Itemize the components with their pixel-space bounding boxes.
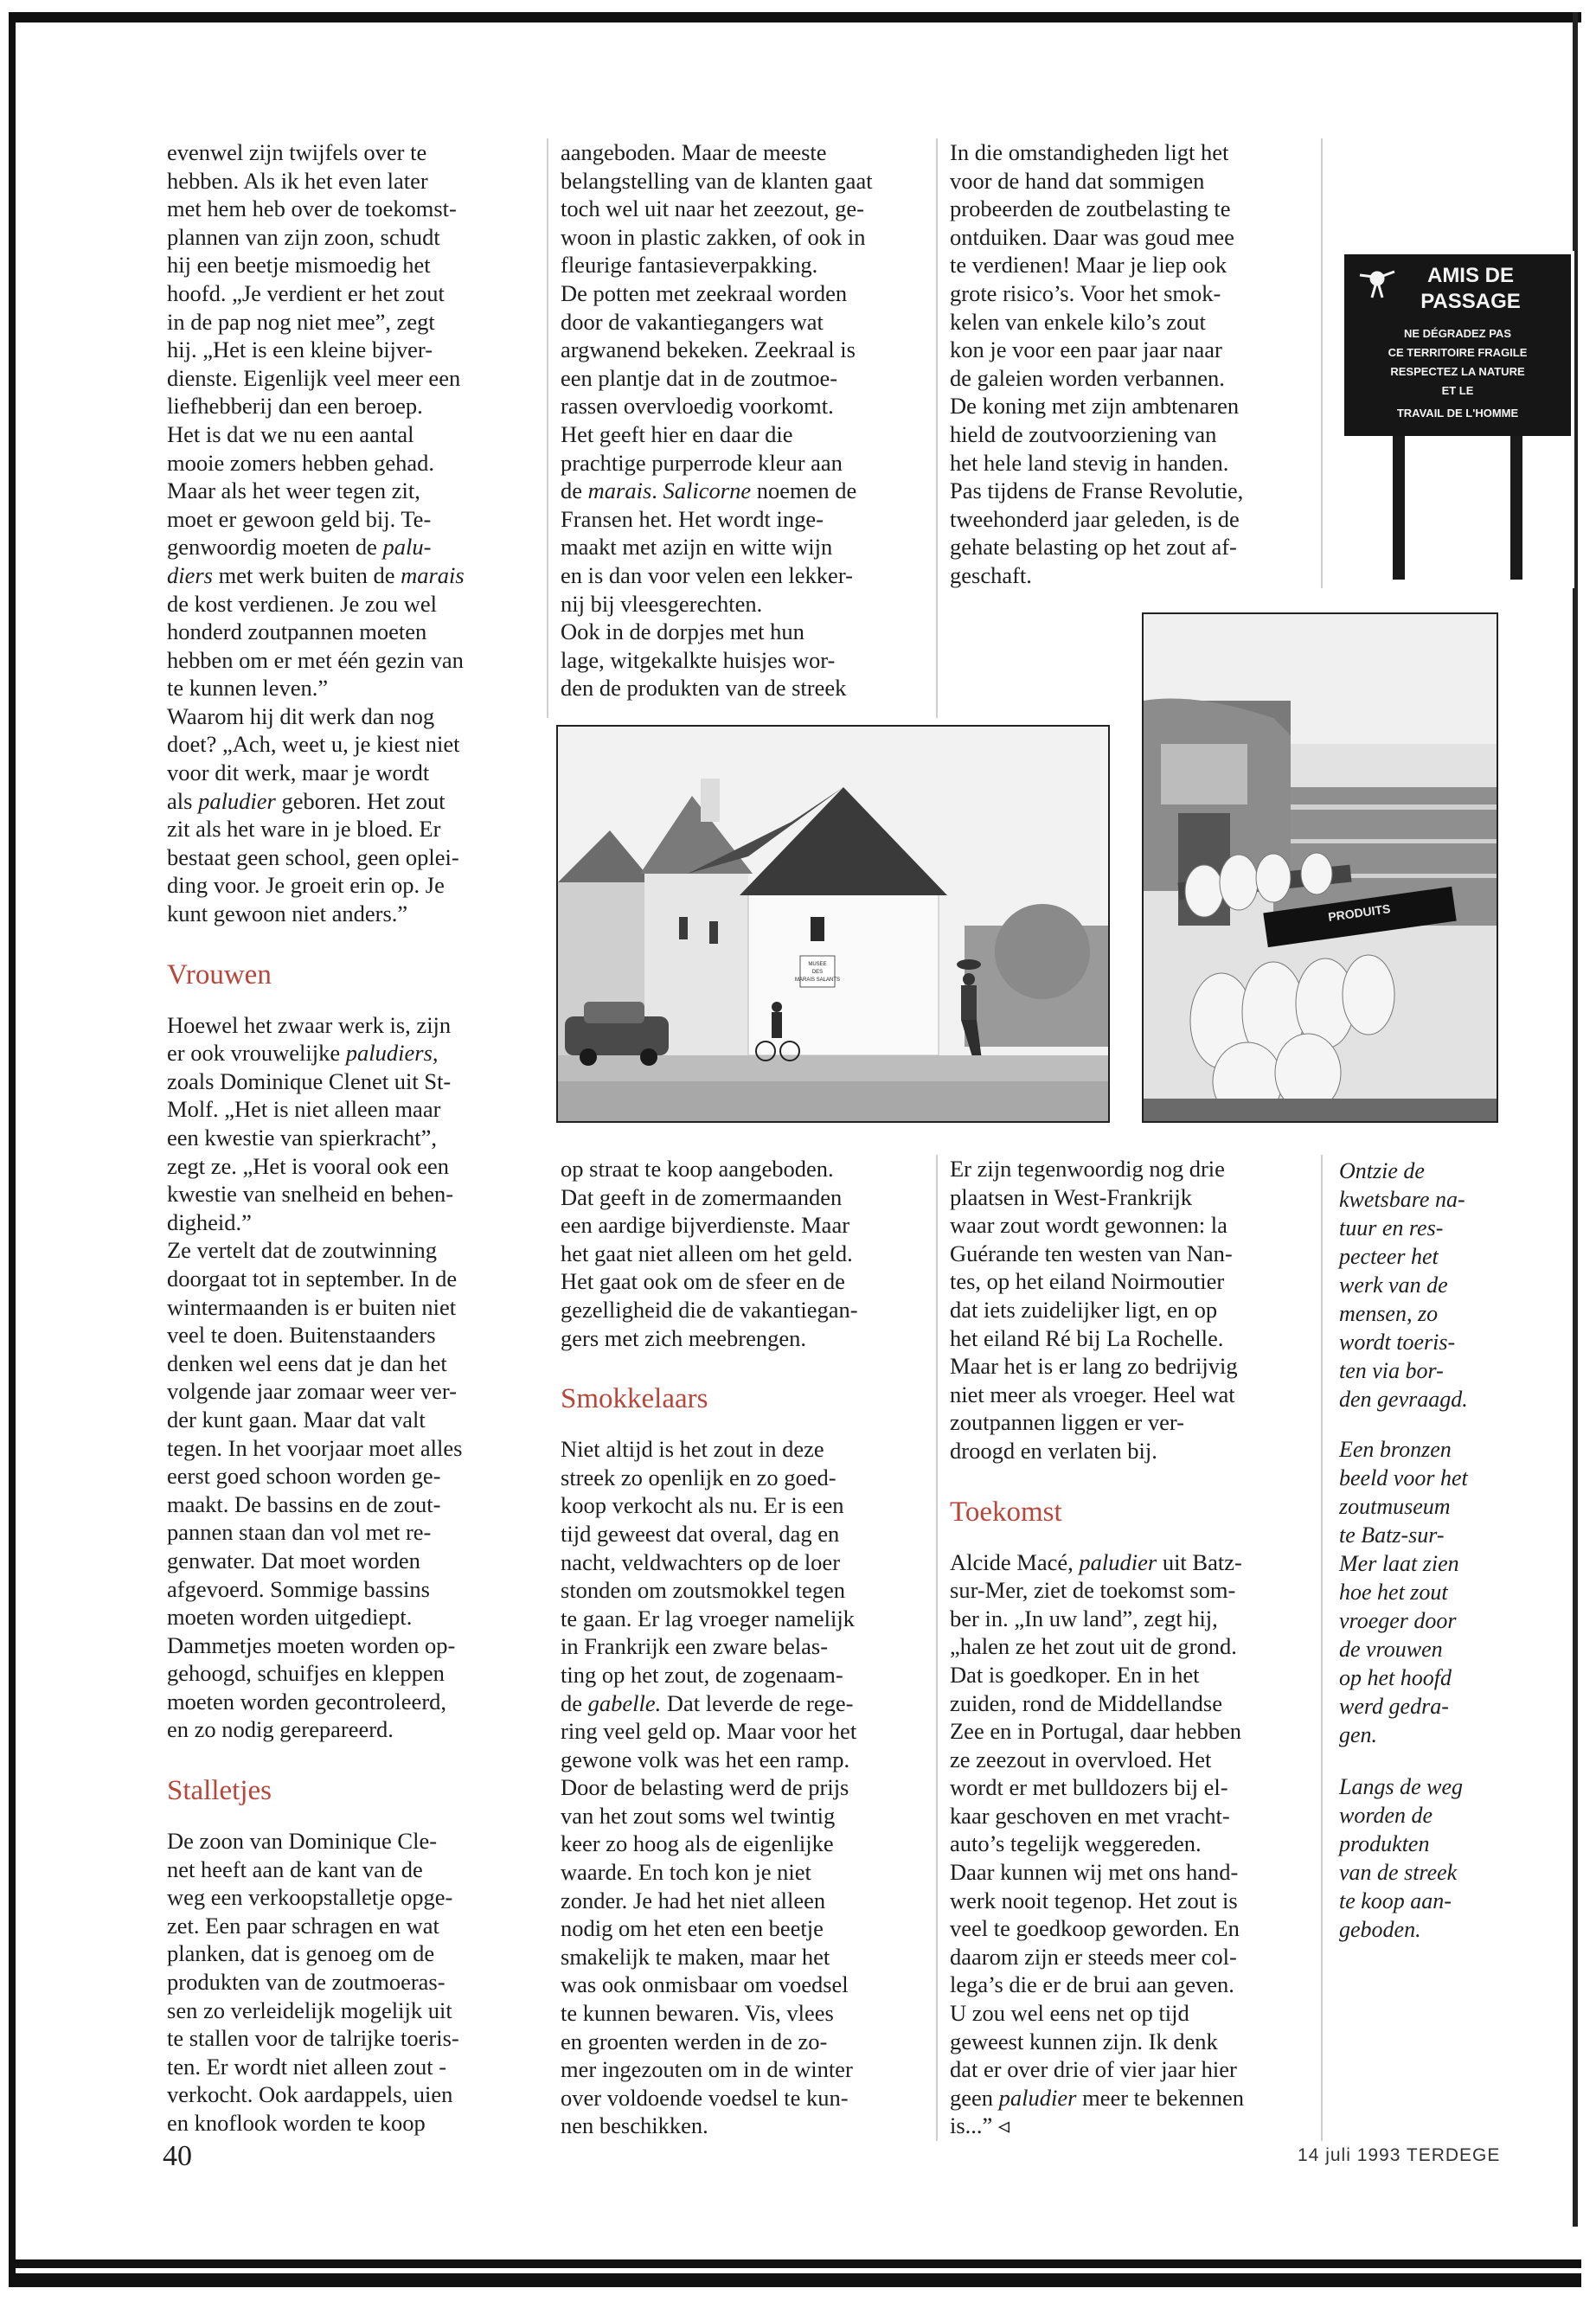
page-frame-bottom: [9, 2259, 1581, 2268]
text-line: probeerden de zoutbelasting te: [950, 195, 1231, 222]
text-line: waar zout wordt gewonnen: la: [950, 1212, 1227, 1239]
caption-line: kwetsbare na-: [1339, 1187, 1465, 1212]
text-line: Maar als het weer tegen zit,: [167, 478, 420, 504]
text-line: geweest kunnen zijn. Ik denk: [950, 2028, 1218, 2054]
text-line: planken, dat is genoeg om de: [167, 1940, 435, 1967]
caption-line: Mer laat zien: [1339, 1551, 1459, 1576]
text-line: een plantje dat in de zoutmoe-: [561, 364, 838, 391]
text-line: tweehonderd jaar geleden, is de: [950, 505, 1240, 532]
text-line: honderd zoutpannen moeten: [167, 619, 427, 645]
caption-line: Een bronzen: [1339, 1437, 1452, 1462]
text-line: in de pap nog niet mee”, zegt: [167, 308, 435, 335]
text-line: streek zo openlijk en zo goed-: [561, 1464, 836, 1490]
column-rule-4: [1321, 138, 1323, 588]
caption-line: werd gedra-: [1339, 1694, 1449, 1719]
text-line: de galeien worden verbannen.: [950, 364, 1225, 391]
text-line: gehate belasting op het zout af-: [950, 534, 1237, 561]
stall-banner-text: PRODUITS: [1327, 901, 1392, 925]
text-line: Zee en in Portugal, daar hebben: [950, 1718, 1242, 1745]
text-line: aangeboden. Maar de meeste: [561, 139, 827, 165]
text-line: Molf. „Het is niet alleen maar: [167, 1096, 441, 1123]
text-line: nen beschikken.: [561, 2112, 708, 2139]
text-line: maakt met azijn en witte wijn: [561, 534, 833, 561]
caption-line: wordt toeris-: [1339, 1330, 1456, 1355]
text-line: Het gaat ook om de sfeer en de: [561, 1268, 845, 1295]
caption-line: beeld voor het: [1339, 1465, 1468, 1490]
text-line: zuiden, rond de Middellandse: [950, 1689, 1222, 1716]
text-line: digheid.”: [167, 1208, 252, 1235]
page-frame-bottom-band: [9, 2273, 1581, 2287]
text-line: In die omstandigheden ligt het: [950, 139, 1229, 165]
text-line: gehoogd, schuifjes en kleppen: [167, 1660, 445, 1687]
text-line: Fransen het. Het wordt inge-: [561, 505, 824, 532]
text-line: smakelijk te maken, maar het: [561, 1943, 830, 1970]
text-line: volgende jaar zomaar weer ver-: [167, 1378, 457, 1405]
text-line: ting op het zout, de zogenaam-: [561, 1661, 843, 1688]
column-2-bottom: [561, 1155, 924, 2140]
text-line: toch wel uit naar het zeezout, ge-: [561, 195, 864, 222]
caption-stall: [1339, 1772, 1512, 1944]
text-line: is...” ◃: [950, 2112, 1010, 2139]
caption-line: pecteer het: [1339, 1244, 1439, 1269]
text-line: pannen staan dan vol met re-: [167, 1519, 432, 1546]
text-line: als paludier geboren. Het zout: [167, 787, 445, 814]
text-line: kon je voor een paar jaar naar: [950, 336, 1222, 363]
text-line: sen zo verleidelijk mogelijk uit: [167, 1997, 452, 2023]
text-line: Daar kunnen wij met ons hand-: [950, 1859, 1239, 1886]
caption-line: werk van de: [1339, 1272, 1448, 1298]
page-frame-left: [9, 12, 16, 2279]
caption-line: Langs de weg: [1339, 1774, 1463, 1799]
issue-date-footer: 14 juli 1993 TERDEGE: [1298, 2145, 1501, 2165]
sign-photo: [1341, 251, 1574, 588]
column-2-top: [561, 138, 924, 702]
text-line: stonden om zoutsmokkel tegen: [561, 1577, 845, 1604]
col1-intro-text: [167, 138, 530, 928]
sign-line-2: CE TERRITOIRE FRAGILE: [1388, 346, 1528, 359]
text-line: moeten worden gecontroleerd,: [167, 1688, 447, 1715]
heading-smokkelaars: Smokkelaars: [561, 1383, 708, 1415]
text-line: over voldoende voedsel te kun-: [561, 2084, 849, 2111]
text-line: woon in plastic zakken, of ook in: [561, 223, 866, 250]
sign-title-2: PASSAGE: [1420, 290, 1521, 313]
text-line: De koning met zijn ambtenaren: [950, 393, 1240, 420]
text-line: genwater. Dat moet worden: [167, 1547, 420, 1574]
caption-line: geboden.: [1339, 1917, 1421, 1942]
smokkelaars-text: [561, 1435, 924, 2140]
text-line: liefhebberij dan een beroep.: [167, 393, 423, 420]
sign-line-4: ET LE: [1441, 384, 1474, 397]
caption-line: produkten: [1339, 1831, 1430, 1856]
text-line: verkocht. Ook aardappels, uien: [167, 2081, 453, 2108]
text-line: mer ingezouten om in de winter: [561, 2056, 853, 2083]
text-line: argwanend bekeken. Zeekraal is: [561, 336, 856, 363]
text-line: gezelligheid die de vakantiegan-: [561, 1296, 858, 1323]
text-line: De potten met zeekraal worden: [561, 279, 848, 306]
roadside-stall-photo: [1142, 612, 1498, 1123]
text-line: en groenten werden in de zo-: [561, 2028, 828, 2054]
text-line: lega’s die er de brui aan geven.: [950, 1971, 1234, 1998]
text-line: moeten worden uitgediept.: [167, 1604, 413, 1631]
text-line: moet er gewoon geld bij. Te-: [167, 505, 432, 532]
text-line: doorgaat tot in september. In de: [167, 1265, 458, 1292]
text-line: er ook vrouwelijke paludiers,: [167, 1040, 439, 1067]
sign-line-1: NE DÉGRADEZ PAS: [1404, 327, 1511, 340]
text-line: ding voor. Je groeit erin op. Je: [167, 872, 445, 899]
text-line: kaar geschoven en met vracht-: [950, 1802, 1230, 1829]
caption-sign: [1339, 1157, 1512, 1413]
museum-building-photo: [556, 725, 1110, 1123]
caption-line: mensen, zo: [1339, 1301, 1439, 1326]
text-line: kelen van enkele kilo’s zout: [950, 308, 1206, 335]
caption-line: van de streek: [1339, 1860, 1458, 1885]
text-line: fleurige fantasieverpakking.: [561, 252, 818, 279]
column-3-top: [950, 138, 1313, 590]
text-line: tijd geweest dat overal, dag en: [561, 1520, 840, 1547]
text-line: het eiland Ré bij La Rochelle.: [950, 1324, 1224, 1351]
col2-bottom-text: [561, 1155, 924, 1352]
text-line: der kunt gaan. Maar dat valt: [167, 1406, 426, 1433]
text-line: „halen ze het zout uit de grond.: [950, 1633, 1237, 1660]
text-line: Niet altijd is het zout in deze: [561, 1436, 824, 1463]
text-line: U zou wel eens net op tijd: [950, 2000, 1189, 2027]
museum-sign-line-3: MARAIS SALANTS: [794, 977, 841, 983]
text-line: zoutpannen liggen er ver-: [950, 1409, 1184, 1436]
text-line: evenwel zijn twijfels over te: [167, 139, 427, 165]
text-line: produkten van de zoutmoeras-: [167, 1969, 445, 1996]
text-line: tes, op het eiland Noirmoutier: [950, 1268, 1225, 1295]
text-line: met hem heb over de toekomst-: [167, 195, 457, 222]
text-line: zit als het ware in je bloed. Er: [167, 816, 441, 843]
caption-line: hoe het zout: [1339, 1580, 1448, 1605]
text-line: kwestie van snelheid en behen-: [167, 1181, 454, 1208]
text-line: in Frankrijk een zware belas-: [561, 1633, 829, 1660]
text-line: Het geeft hier en daar die: [561, 420, 793, 447]
text-line: het gaat niet alleen om het geld.: [561, 1240, 853, 1266]
text-line: door de vakantiegangers wat: [561, 308, 824, 335]
page-frame-top: [9, 12, 1581, 22]
caption-line: op het hoofd: [1339, 1665, 1452, 1690]
text-line: plannen van zijn zoon, schudt: [167, 223, 440, 250]
text-line: belangstelling van de klanten gaat: [561, 167, 873, 194]
caption-line: de vrouwen: [1339, 1637, 1443, 1662]
text-line: prachtige purperrode kleur aan: [561, 449, 843, 476]
text-line: de gabelle. Dat leverde de rege-: [561, 1689, 854, 1716]
text-line: droogd en verlaten bij.: [950, 1437, 1157, 1464]
caption-line: gen.: [1339, 1722, 1378, 1747]
text-line: rassen overvloedig voorkomt.: [561, 393, 834, 420]
text-line: te stallen voor de talrijke toeris-: [167, 2025, 459, 2052]
text-line: nij bij vleesgerechten.: [561, 590, 763, 617]
text-line: bestaat geen school, geen oplei-: [167, 843, 459, 870]
stalletjes-text: [167, 1827, 530, 2138]
text-line: te gaan. Er lag vroeger namelijk: [561, 1605, 855, 1631]
text-line: ontduiken. Daar was goud mee: [950, 223, 1234, 250]
text-line: hebben. Als ik het even later: [167, 167, 428, 194]
column-1: [167, 138, 530, 2138]
text-line: wordt er met bulldozers bij el-: [950, 1774, 1228, 1801]
text-line: werk nooit tegenop. Het zout is: [950, 1887, 1238, 1913]
text-line: dat er over drie of vier jaar hier: [950, 2056, 1237, 2083]
text-line: ber in. „In uw land”, zegt hij,: [950, 1605, 1218, 1631]
column-rule-2: [936, 138, 938, 718]
column-rule-3: [936, 1155, 938, 2141]
page-number: 40: [163, 2140, 192, 2172]
text-line: zegt ze. „Het is vooral ook een: [167, 1152, 449, 1179]
text-line: De zoon van Dominique Cle-: [167, 1828, 438, 1855]
heading-vrouwen: Vrouwen: [167, 958, 272, 990]
text-line: denken wel eens dat je dan het: [167, 1349, 447, 1376]
text-line: te verdienen! Maar je liep ook: [950, 252, 1227, 279]
text-line: mooie zomers hebben gehad.: [167, 449, 435, 476]
text-line: nacht, veldwachters op de loer: [561, 1548, 841, 1575]
text-line: en zo nodig gerepareerd.: [167, 1716, 394, 1743]
caption-statue: [1339, 1435, 1512, 1749]
text-line: een aardige bijverdienste. Maar: [561, 1212, 850, 1239]
text-line: auto’s tegelijk weggereden.: [950, 1830, 1202, 1857]
text-line: kunt gewoon niet anders.”: [167, 901, 408, 927]
text-line: diers met werk buiten de marais: [167, 561, 465, 588]
text-line: plaatsen in West-Frankrijk: [950, 1183, 1192, 1210]
text-line: gers met zich meebrengen.: [561, 1324, 807, 1351]
caption-line: zoutmuseum: [1339, 1494, 1451, 1519]
text-line: zet. Een paar schragen en wat: [167, 1912, 439, 1939]
text-line: Hoewel het zwaar werk is, zijn: [167, 1011, 452, 1038]
text-line: veel te doen. Buitenstaanders: [167, 1322, 436, 1349]
text-line: wintermaanden is er buiten niet: [167, 1293, 457, 1320]
text-line: Dammetjes moeten worden op-: [167, 1631, 456, 1658]
text-line: de kost verdienen. Je zou wel: [167, 590, 438, 617]
text-line: gewone volk was het een ramp.: [561, 1746, 850, 1772]
text-line: waarde. En toch kon je niet: [561, 1859, 811, 1886]
toekomst-text: [950, 1548, 1313, 2140]
col3-bottom-text: [950, 1155, 1313, 1465]
text-line: koop verkocht als nu. Er is een: [561, 1492, 844, 1519]
text-line: doet? „Ach, weet u, je kiest niet: [167, 731, 460, 758]
sign-title-1: AMIS DE: [1426, 264, 1515, 287]
text-line: hield de zoutvoorziening van: [950, 420, 1217, 447]
text-line: afgevoerd. Sommige bassins: [167, 1575, 430, 1602]
text-line: ze zeezout in overvloed. Het: [950, 1746, 1212, 1772]
text-line: Alcide Macé, paludier uit Batz-: [950, 1548, 1242, 1575]
caption-line: vroeger door: [1339, 1608, 1457, 1633]
text-line: was ook onmisbaar om voedsel: [561, 1971, 849, 1998]
text-line: Er zijn tegenwoordig nog drie: [950, 1156, 1225, 1182]
text-line: hebben om er met één gezin van: [167, 646, 464, 673]
vrouwen-text: [167, 1011, 530, 1744]
text-line: Guérande ten westen van Nan-: [950, 1240, 1233, 1266]
column-3-bottom: [950, 1155, 1313, 2140]
text-line: dienste. Eigenlijk veel meer een: [167, 364, 461, 391]
caption-line: te Batz-sur-: [1339, 1522, 1445, 1548]
text-line: lage, witgekalkte huisjes wor-: [561, 646, 836, 673]
text-line: de marais. Salicorne noemen de: [561, 478, 857, 504]
text-line: geen paludier meer te bekennen: [950, 2084, 1244, 2111]
text-line: hij. „Het is een kleine bijver-: [167, 336, 433, 363]
text-line: Pas tijdens de Franse Revolutie,: [950, 478, 1244, 504]
text-line: van het zout soms wel twintig: [561, 1802, 836, 1829]
text-line: keer zo hoog als de eigenlijke: [561, 1830, 834, 1857]
text-line: Door de belasting werd de prijs: [561, 1774, 849, 1801]
text-line: niet meer als vroeger. Heel wat: [950, 1381, 1235, 1407]
sign-line-3: RESPECTEZ LA NATURE: [1390, 365, 1525, 378]
museum-sign-line-2: DES: [811, 970, 824, 975]
caption-line: den gevraagd.: [1339, 1387, 1468, 1412]
text-line: maakt. De bassins en de zout-: [167, 1490, 441, 1517]
museum-sign-line-1: MUSEE: [808, 962, 827, 967]
text-line: den de produkten van de streek: [561, 675, 847, 702]
text-line: dat iets zuidelijker ligt, en op: [950, 1296, 1218, 1323]
text-line: ten. Er wordt niet alleen zout -: [167, 2053, 447, 2080]
text-line: eerst goed schoon worden ge-: [167, 1463, 441, 1490]
text-line: sur-Mer, ziet de toekomst som-: [950, 1577, 1236, 1604]
text-line: te kunnen leven.”: [167, 675, 329, 702]
column-rule-5: [1321, 1155, 1323, 2141]
text-line: weg een verkoopstalletje opge-: [167, 1884, 453, 1911]
text-line: voor dit werk, maar je wordt: [167, 760, 430, 786]
text-line: ring veel geld op. Maar voor het: [561, 1718, 857, 1745]
text-line: zoals Dominique Clenet uit St-: [167, 1067, 452, 1094]
text-line: zonder. Je had het niet alleen: [561, 1887, 826, 1913]
sign-graphic: [1341, 251, 1574, 588]
text-line: Dat is goedkoper. En in het: [950, 1661, 1200, 1688]
text-line: Ze vertelt dat de zoutwinning: [167, 1237, 438, 1264]
column-rule-1: [547, 138, 548, 718]
caption-line: ten via bor-: [1339, 1358, 1444, 1383]
text-line: voor de hand dat sommigen: [950, 167, 1205, 194]
text-line: grote risico’s. Voor het smok-: [950, 279, 1221, 306]
text-line: net heeft aan de kant van de: [167, 1856, 423, 1882]
caption-line: tuur en res-: [1339, 1215, 1444, 1240]
text-line: hoofd. „Je verdient er het zout: [167, 279, 445, 306]
text-line: daarom zijn er steeds meer col-: [950, 1943, 1237, 1970]
heading-stalletjes: Stalletjes: [167, 1775, 272, 1807]
text-line: en is dan voor velen een lekker-: [561, 561, 853, 588]
text-line: hij een beetje mismoedig het: [167, 252, 431, 279]
text-line: en knoflook worden te koop: [167, 2110, 426, 2136]
text-line: genwoordig moeten de palu-: [167, 534, 432, 561]
caption-line: Ontzie de: [1339, 1158, 1425, 1183]
text-line: op straat te koop aangeboden.: [561, 1156, 834, 1182]
text-line: geschaft.: [950, 561, 1032, 588]
text-line: te kunnen bewaren. Vis, vlees: [561, 2000, 834, 2027]
text-line: tegen. In het voorjaar moet alles: [167, 1434, 463, 1461]
text-line: veel te goedkoop geworden. En: [950, 1915, 1240, 1942]
text-line: Maar het is er lang zo bedrijvig: [950, 1353, 1238, 1380]
heading-toekomst: Toekomst: [950, 1496, 1062, 1528]
text-line: het hele land stevig in handen.: [950, 449, 1229, 476]
text-line: Het is dat we nu een aantal: [167, 420, 414, 447]
sign-line-5: TRAVAIL DE L'HOMME: [1396, 407, 1519, 420]
text-line: Waarom hij dit werk dan nog: [167, 702, 435, 729]
text-line: Dat geeft in de zomermaanden: [561, 1183, 843, 1210]
text-line: Ook in de dorpjes met hun: [561, 619, 804, 645]
text-line: nodig om het eten een beetje: [561, 1915, 824, 1942]
text-line: een kwestie van spierkracht”,: [167, 1125, 437, 1150]
caption-line: te koop aan-: [1339, 1888, 1452, 1913]
caption-line: worden de: [1339, 1803, 1433, 1828]
